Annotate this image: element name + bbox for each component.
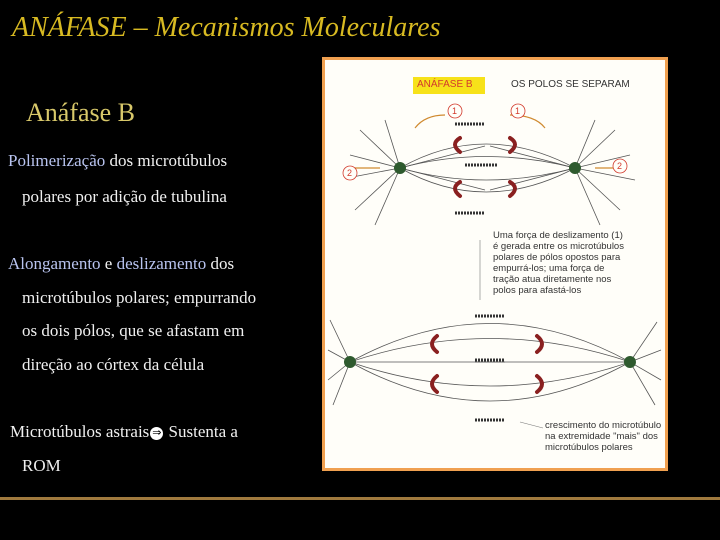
paragraph2-line2: microtúbulos polares; empurrando: [22, 288, 257, 307]
note1-line5: tração atua diretamente nos: [493, 274, 612, 285]
bottom-spindle: [328, 320, 661, 405]
bottom-rule: [0, 497, 720, 500]
paragraph3-after-symbol: Sustenta a: [164, 422, 238, 441]
paragraph2-line1-rest: dos: [206, 254, 235, 273]
note2-line2: na extremidade "mais" dos: [545, 431, 658, 442]
note2-line3: microtúbulos polares: [545, 442, 633, 453]
growth-note: [545, 420, 661, 453]
paragraph1-line1-rest: dos microtúbulos: [105, 151, 228, 170]
note1-line3: polares de pólos opostos para: [493, 252, 621, 263]
figure-caption: OS POLOS SE SEPARAM: [511, 79, 630, 90]
marker-two-right: 2: [617, 161, 623, 171]
top-chromosomes: [455, 138, 515, 196]
marker-one-left: 1: [452, 106, 458, 116]
note1-line4: empurrá-los; uma força de: [493, 263, 605, 274]
slide-title: ANÁFASE – Mecanismos Moleculares: [12, 12, 441, 43]
note2-line1: crescimento do microtúbulo: [545, 420, 662, 431]
paragraph2-line3: os dois pólos, que se afastam em: [22, 321, 245, 340]
paragraph3-line1: [10, 422, 238, 442]
bottom-overlap-marks: [475, 316, 505, 420]
left-pole-bottom: [344, 356, 356, 368]
section-subtitle: Anáfase B: [26, 98, 136, 127]
paragraph2-connector: e: [100, 254, 117, 273]
paragraph1-line2: polares por adição de tubulina: [22, 187, 227, 206]
right-pole-bottom: [624, 356, 636, 368]
figure-label: ANÁFASE B: [417, 79, 473, 90]
left-pole-top: [394, 162, 406, 174]
paragraph2-line1: [8, 254, 234, 274]
note1-line1: Uma força de deslizamento (1): [493, 230, 623, 241]
anaphase-b-figure: [322, 57, 668, 471]
top-spindle: [347, 120, 635, 225]
highlight-deslizamento: deslizamento: [116, 254, 207, 273]
paragraph2-line4: direção ao córtex da célula: [22, 355, 205, 374]
implies-arrow-icon: ⇒: [152, 425, 162, 439]
marker-one-right: 1: [515, 106, 521, 116]
highlight-alongamento: Alongamento: [8, 254, 101, 273]
right-pole-top: [569, 162, 581, 174]
paragraph1-line1: [8, 151, 227, 171]
sliding-force-note: [493, 230, 624, 296]
marker-two-left: 2: [347, 168, 353, 178]
note1-line2: é gerada entre os microtúbulos: [493, 241, 624, 252]
paragraph3-line2: ROM: [22, 456, 61, 475]
number-markers: [343, 104, 627, 180]
highlight-polimerizacao: Polimerização: [8, 151, 106, 170]
paragraph3-before-symbol: Microtúbulos astrais: [10, 422, 150, 441]
note1-line6: polos para afastá-los: [493, 285, 582, 296]
